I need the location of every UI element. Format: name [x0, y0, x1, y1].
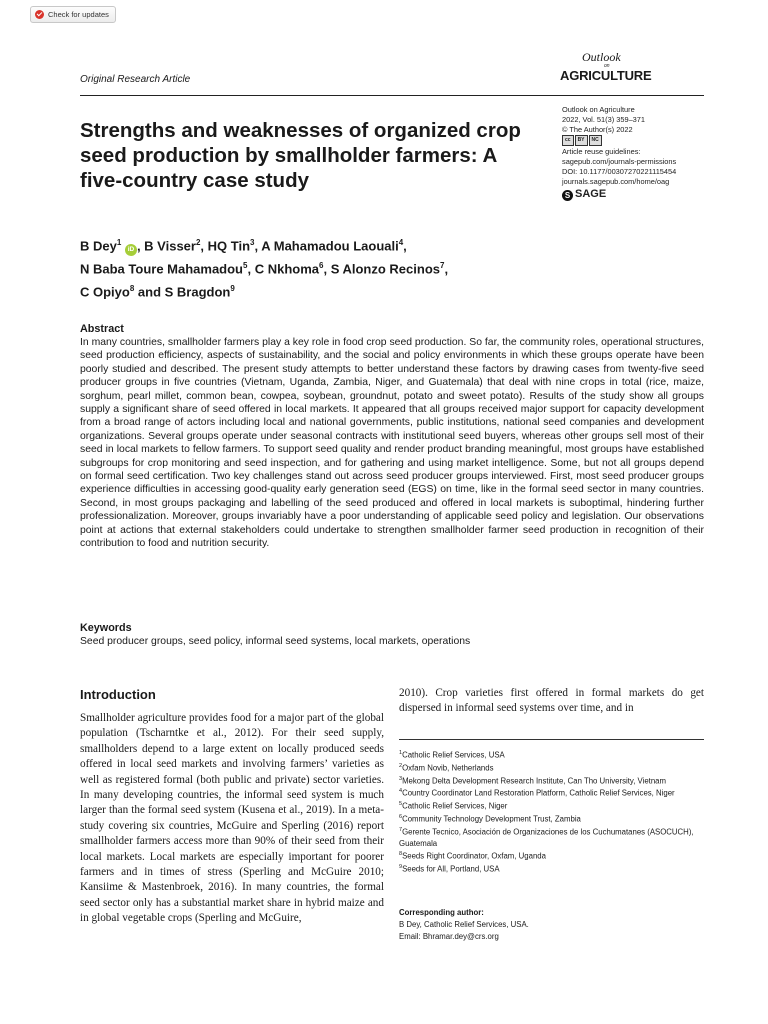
journal-logo — [560, 51, 660, 83]
footnote-text: Community Technology Development Trust, Zambia — [402, 814, 581, 824]
publisher-logo — [562, 190, 676, 201]
orcid-icon[interactable]: iD — [125, 244, 137, 256]
author-name: HQ Tin — [207, 238, 251, 254]
footnote-number: 7 — [399, 826, 403, 833]
corresponding-author-heading: Corresponding author: — [399, 908, 484, 917]
affiliation-footnote — [399, 786, 704, 799]
footnote-text: Gerente Tecnico, Asociación de Organizaciones de los Cuchumatanes (ASOCUCH), Guatemala — [399, 827, 694, 848]
author-affiliation-number: 6 — [319, 261, 324, 271]
header-rule — [80, 95, 704, 96]
sage-icon: S — [562, 190, 573, 201]
logo-on-text: on — [604, 63, 610, 69]
article-metadata — [562, 105, 676, 201]
footnote-number: 2 — [399, 762, 403, 769]
affiliation-footnote — [399, 825, 704, 849]
author-list: B Dey$^1$ iD , B Visser$^2$, HQ Tin$^3$, A Mahamadou Laouali$^4$, N Baba Toure Mahamadou$^5$, C Nkhoma$^6$, S Alonzo Recinos$^7$, C Opiyo$^8$ and S Bragdon$^9$ — [80, 238, 449, 299]
affiliation-footnote — [399, 799, 704, 812]
author-name: A Mahamadou Laouali — [261, 238, 399, 254]
keywords-text: Seed producer groups, seed policy, informal seed systems, local markets, operations — [80, 636, 471, 647]
affiliation-footnote — [399, 849, 704, 862]
footnote-number: 3 — [399, 775, 403, 782]
journal-name: Outlook on Agriculture — [562, 105, 635, 114]
affiliation-footnotes — [399, 748, 704, 874]
publisher-name: SAGE — [575, 188, 607, 201]
article-title: Strengths and weaknesses of organized crop seed production by smallholder farmers: A five-country case study — [80, 119, 521, 192]
check-updates-icon — [35, 10, 44, 19]
author-affiliation-number: 7 — [440, 261, 445, 271]
cc-badge-cc: cc — [562, 135, 574, 146]
logo-agriculture-text: AGRICULTURE — [560, 68, 652, 83]
footnote-number: 8 — [399, 850, 403, 857]
abstract-text: In many countries, smallholder farmers play a key role in food crop seed production. So far, the community roles, operational structures, seed production efficiency, aspects of sustainability, and the social and policy environments in which these groups operate have been poorly studied and described. The present study attempts to better understand these factors by drawing cases from twenty-five seed producer groups in five countries (Vietnam, Uganda, Zambia, Niger, and Guatemala) that deal with nine crops in total (rice, maize, sorghum, pearl millet, common bean, cowpea, soybean, groundnut, potato and sweet potato). Results of the study show all groups supply a significant share of seed offered in local markets. It appeared that all groups received major support for capacity development from a broad range of actors including local and national governments, public institutions, national seed companies and development organizations. Several groups operate under seasonal contracts with institutional seed buyers, whereas other groups sell most of their seed in local markets to fellow farmers. To support seed quality and render product branding meaningful, most groups have established subgroups for crop monitoring and seed inspection, and for gathering and using market intelligence. Some, but not all groups depend on formal seed certification. Two key challenges stand out across seed producer groups interviewed. First, most seed producer groups experience difficulties in accessing good-quality early generation seed (EGS) on time, like in the formal seed sector in many countries. Second, in most groups packaging and labelling of the seed produced and offered in local markets is suboptimal, hindering further professionalization. Moreover, groups invariably have a poor understanding of applicable seed policy and legislation. Our observations point at actions that external stakeholders could undertake to strengthen smallholder farmer seed production in recognition of their contribution to food and nutrition security. — [80, 337, 704, 550]
author-name: C Opiyo — [80, 283, 130, 299]
author-affiliation-number: 2 — [195, 238, 201, 247]
corresponding-author-email[interactable]: Email: Bhramar.dey@crs.org — [399, 931, 499, 941]
reuse-link[interactable]: sagepub.com/journals-permissions — [562, 157, 677, 167]
copyright: © The Author(s) 2022 — [562, 124, 633, 134]
author-affiliation-number: 3 — [250, 238, 255, 247]
author-affiliation-number: 9 — [230, 283, 235, 293]
author-affiliation-number: 8 — [129, 283, 135, 293]
check-for-updates-button[interactable] — [30, 6, 116, 23]
footnote-number: 9 — [399, 863, 403, 870]
author-name: B Dey — [80, 238, 117, 254]
footnote-text: Country Coordinator Land Restoration Platform, Catholic Relief Services, Niger — [402, 788, 675, 798]
cc-badge-nc: NC — [589, 135, 602, 146]
author-name: S Alonzo Recinos — [330, 261, 440, 277]
author-name: N Baba Toure Mahamadou — [80, 261, 244, 277]
affiliation-footnote — [399, 862, 704, 875]
keywords-heading: Keywords — [80, 622, 132, 634]
logo-outlook-text: Outlook — [582, 50, 621, 64]
author-affiliation-number: 1 — [116, 238, 122, 247]
article-type: Original Research Article — [80, 74, 191, 85]
introduction-heading: Introduction — [80, 687, 156, 702]
journal-volume: 2022, Vol. 51(3) 359–371 — [562, 114, 646, 124]
author-name: B Visser — [144, 238, 196, 254]
author-name: C Nkhoma — [254, 261, 319, 277]
footnote-number: 5 — [399, 801, 403, 808]
author-affiliation-number: 5 — [243, 261, 248, 271]
cc-license-icon[interactable] — [562, 135, 602, 146]
abstract-heading: Abstract — [80, 323, 124, 335]
footnote-rule — [399, 739, 704, 740]
journal-link[interactable]: journals.sagepub.com/home/oag — [562, 176, 670, 186]
footnote-text: Catholic Relief Services, USA — [402, 750, 505, 760]
reuse-label: Article reuse guidelines: — [562, 147, 641, 157]
introduction-text-right: 2010). Crop varieties first offered in formal markets do get dispersed in informal seed systems over time, and in — [399, 687, 704, 715]
footnote-text: Oxfam Novib, Netherlands — [402, 763, 494, 773]
author-name: S Bragdon — [164, 283, 231, 299]
corresponding-author-name: B Dey, Catholic Relief Services, USA. — [399, 919, 529, 929]
cc-badge-by: BY — [575, 135, 588, 146]
affiliation-footnote — [399, 761, 704, 774]
affiliation-footnote — [399, 748, 704, 761]
affiliation-footnote — [399, 812, 704, 825]
footnote-number: 4 — [399, 788, 403, 795]
footnote-text: Seeds Right Coordinator, Oxfam, Uganda — [402, 851, 546, 861]
footnote-number: 6 — [399, 813, 403, 820]
check-for-updates-label: Check for updates — [48, 10, 109, 19]
affiliation-footnote — [399, 774, 704, 787]
introduction-text-left: Smallholder agriculture provides food for a major part of the global population (Tscharntke et al., 2012). For their seed supply, smallholders depend to a large extent on locally produced seeds offered in local seed markets and involving farmers’ varieties as well as registered formal (both public and private) sector varieties. In many developing countries, the informal seed system is much larger than the formal seed system (Kusena et al., 2019). In a meta-study covering six countries, McGuire and Sperling (2016) report smallholder farmers access more than 90% of their seed from their local markets. Local markets are especially important for poorer farmers and in times of stress (Sperling and McGuire 2010; Kansiime & Mastenbroek, 2016). In many countries, the formal seed sector only has a substantial market share in hybrid maize and in global vegetable crops (Sperling and McGuire, — [80, 712, 384, 925]
author-affiliation-number: 4 — [398, 238, 404, 247]
footnote-text: Catholic Relief Services, Niger — [402, 801, 508, 811]
footnote-text: Seeds for All, Portland, USA — [402, 864, 500, 874]
footnote-number: 1 — [399, 750, 403, 756]
doi[interactable]: DOI: 10.1177/00307270221115454 — [562, 166, 677, 176]
corresponding-author — [399, 907, 529, 942]
footnote-text: Mekong Delta Development Research Institute, Can Tho University, Vietnam — [402, 776, 666, 786]
